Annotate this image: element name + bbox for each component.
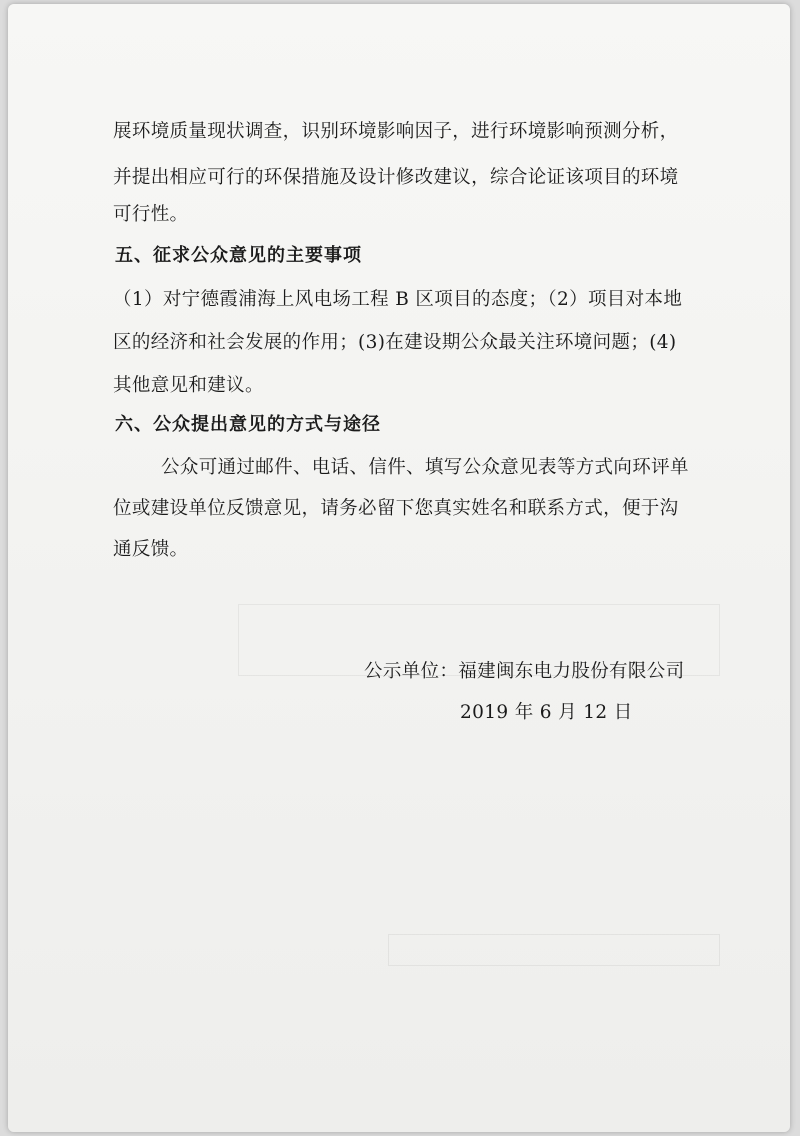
body-line: 可行性。 (113, 204, 189, 225)
body-line: 其他意见和建议。 (113, 375, 264, 396)
body-line: 公众可通过邮件、电话、信件、填写公众意见表等方式向环评单 (161, 457, 689, 478)
section-heading: 五、征求公众意见的主要事项 (115, 245, 362, 266)
body-line: 区的经济和社会发展的作用；(3)在建设期公众最关注环境问题；(4) (113, 332, 677, 353)
body-line: 通反馈。 (113, 539, 189, 560)
document-page (8, 4, 790, 1132)
section-heading: 六、公众提出意见的方式与途径 (115, 414, 381, 435)
date-line: 2019 年 6 月 12 日 (460, 702, 633, 723)
body-line: 并提出相应可行的环保措施及设计修改建议，综合论证该项目的环境 (113, 167, 679, 188)
publisher-line: 公示单位：福建闽东电力股份有限公司 (364, 661, 685, 682)
body-line: （1）对宁德霞浦海上风电场工程 B 区项目的态度；（2）项目对本地 (113, 289, 683, 310)
body-line: 展环境质量现状调查，识别环境影响因子，进行环境影响预测分析， (113, 121, 679, 142)
show-through-box (388, 934, 720, 966)
body-line: 位或建设单位反馈意见，请务必留下您真实姓名和联系方式，便于沟 (113, 498, 679, 519)
